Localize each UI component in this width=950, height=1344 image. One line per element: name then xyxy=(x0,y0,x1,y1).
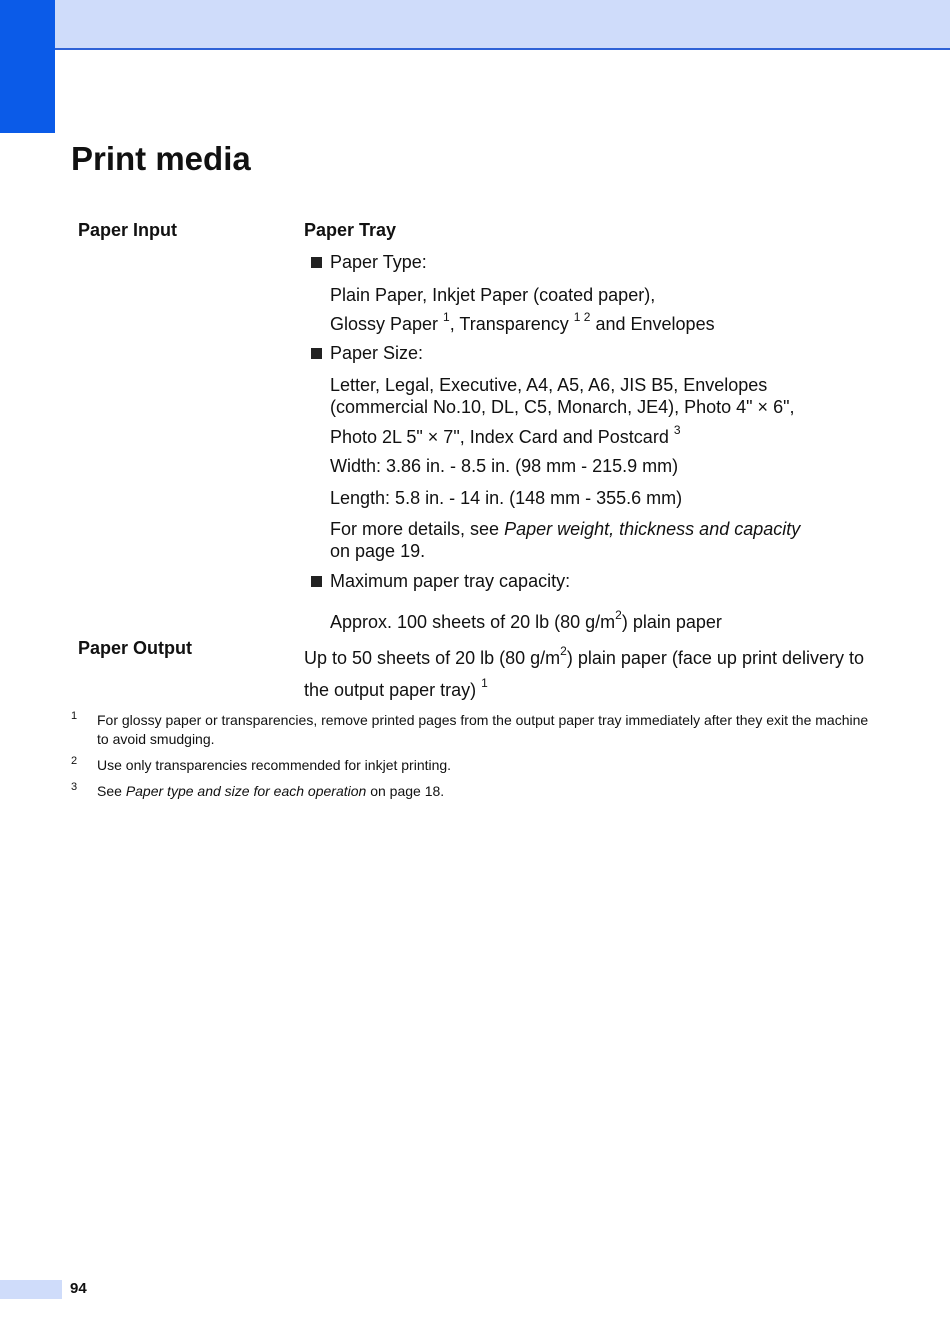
paper-size-bullet xyxy=(311,343,423,364)
paper-size-line1: Letter, Legal, Executive, A4, A5, A6, JIS B5, Envelopes xyxy=(330,375,768,395)
capacity-text-end: ) plain paper xyxy=(621,612,722,632)
paper-type-bullet xyxy=(311,252,427,273)
postcard-text: Photo 2L 5" × 7", Index Card and Postcard xyxy=(330,427,674,447)
footnote-text xyxy=(97,782,871,801)
paper-input-label: Paper Input xyxy=(78,220,178,240)
footnote-2 xyxy=(71,756,871,775)
bullet-square-icon xyxy=(311,348,322,359)
output-text: Up to 50 sheets of 20 lb (80 g/m xyxy=(304,648,561,668)
capacity-text: Approx. 100 sheets of 20 lb (80 g/m xyxy=(330,612,616,632)
footnote-link[interactable]: Paper type and size for each operation xyxy=(125,783,367,799)
paper-tray-heading: Paper Tray xyxy=(304,220,397,240)
footnote-3 xyxy=(71,782,871,801)
paper-size-line2: (commercial No.10, DL, C5, Monarch, JE4), Photo 4" × 6", xyxy=(330,397,795,417)
paper-size-line3 xyxy=(330,421,681,448)
bullet-square-icon xyxy=(311,257,322,268)
transparency-text: , Transparency xyxy=(449,314,574,334)
footnote-1 xyxy=(71,711,871,749)
paper-width: Width: 3.86 in. - 8.5 in. (98 mm - 215.9 mm) xyxy=(330,456,679,476)
bullet-square-icon xyxy=(311,576,322,587)
glossy-text: Glossy Paper xyxy=(330,314,444,334)
paper-type-line1: Plain Paper, Inkjet Paper (coated paper), xyxy=(330,285,656,305)
capacity-label: Maximum paper tray capacity: xyxy=(330,571,571,591)
footnote-number: 2 xyxy=(71,755,78,767)
footnote-ref: 1 xyxy=(443,310,450,324)
page-number: 94 xyxy=(70,1280,87,1297)
capacity-value xyxy=(330,606,722,633)
capacity-bullet xyxy=(311,571,570,592)
superscript: 2 xyxy=(615,608,622,622)
footnote-text: For glossy paper or transparencies, remove printed pages from the output paper tray immediately after they exit the machine to avoid smudging. xyxy=(97,712,869,747)
superscript: 2 xyxy=(560,644,567,658)
output-text-end: ) plain paper (face up print delivery to the output paper tray) xyxy=(304,648,865,700)
paper-output-label: Paper Output xyxy=(78,638,193,658)
footnote-ref: 1 2 xyxy=(573,310,591,324)
details-link[interactable]: Paper weight, thickness and capacity xyxy=(504,519,801,539)
details-line1 xyxy=(330,518,800,540)
footnote-ref: 1 xyxy=(481,676,488,690)
footnote-text: Use only transparencies recommended for inkjet printing. xyxy=(97,757,452,773)
paper-type-line2 xyxy=(330,308,715,335)
header-band xyxy=(55,0,950,50)
page-number-bar xyxy=(0,1280,62,1299)
paper-output-value xyxy=(304,640,864,704)
see-text: See xyxy=(97,783,126,799)
envelopes-text: and Envelopes xyxy=(590,314,715,334)
chapter-tab xyxy=(0,0,55,133)
page-title: Print media xyxy=(71,140,251,177)
footnote-number: 3 xyxy=(71,781,78,793)
footnote-number: 1 xyxy=(71,710,78,722)
details-text: For more details, see xyxy=(330,519,505,539)
page-ref-text: on page 18. xyxy=(366,783,445,799)
paper-length: Length: 5.8 in. - 14 in. (148 mm - 355.6 mm) xyxy=(330,488,683,508)
paper-type-label: Paper Type: xyxy=(330,252,427,272)
paper-size-label: Paper Size: xyxy=(330,343,424,363)
details-line2: on page 19. xyxy=(330,541,426,561)
footnote-ref: 3 xyxy=(673,423,681,437)
